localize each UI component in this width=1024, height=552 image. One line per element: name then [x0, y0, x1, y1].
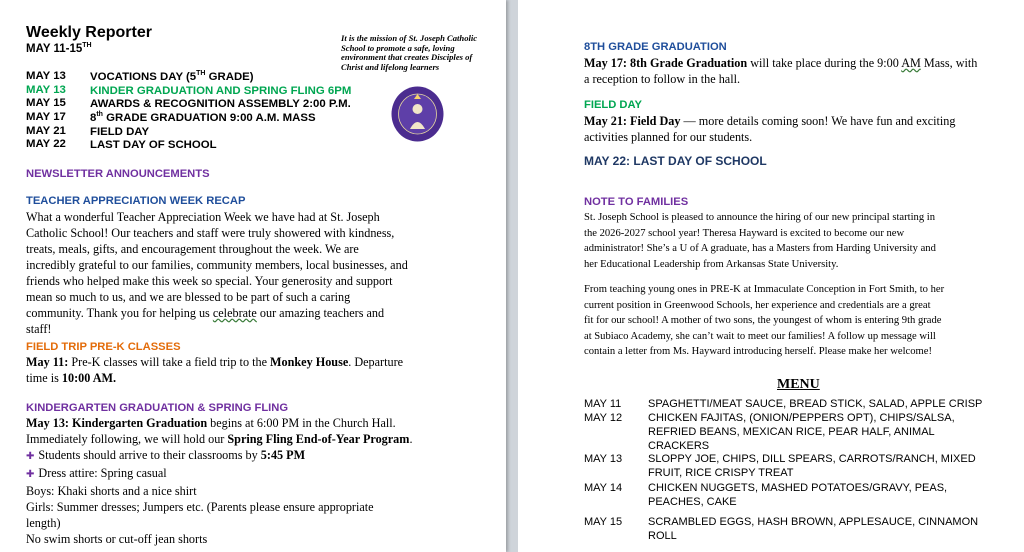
kinder-text: May 13: Kindergarten Graduation begins at 6:00 PM in the Church Hall. Immediately following, we will hold our Spring Fling End-of-Year Program. ✚ Students should arrive to their classrooms by 5:45 PM ✚ Dress attire: Spring casual Boys: Khaki shorts and a nice shirt Girls: Summer dresses; Jumpers etc. (Parents please ensure appropriate length) No swim shorts or cut-off jean shorts — [26, 416, 413, 546]
calendar-date: MAY 15 — [26, 97, 66, 109]
menu-item: SPAGHETTI/MEAT SAUCE, BREAD STICK, SALAD, APPLE CRISP — [648, 398, 983, 410]
calendar-event: FIELD DAY — [90, 125, 150, 138]
calendar-event: VOCATIONS DAY (5TH GRADE) — [90, 70, 254, 83]
last-day-heading: MAY 22: LAST DAY OF SCHOOL — [584, 154, 767, 168]
teacher-appreciation-heading: TEACHER APPRECIATION WEEK RECAP — [26, 195, 246, 207]
menu-item: CHICKEN FAJITAS, (ONION/PEPPERS OPT), CHIPS/SALSA, REFRIED BEANS, MEXICAN RICE, PEAR HALF, ANIMAL CRACKERS — [648, 412, 955, 452]
menu-title: MENU — [777, 377, 820, 392]
calendar-date: MAY 13 — [26, 70, 66, 82]
page-title: Weekly Reporter — [26, 24, 152, 41]
bullet-icon: ✚ — [26, 469, 35, 480]
menu-item: SLOPPY JOE, CHIPS, DILL SPEARS, CARROTS/RANCH, MIXED FRUIT, RICE CRISPY TREAT — [648, 453, 976, 479]
menu-item: CHICKEN NUGGETS, MASHED POTATOES/GRAVY, PEAS, PEACHES, CAKE — [648, 482, 948, 508]
calendar-date: MAY 22 — [26, 138, 66, 150]
document-page-right — [518, 0, 1024, 552]
school-logo — [390, 85, 445, 143]
note-paragraph-1: St. Joseph School is pleased to announce the hiring of our new principal starting in the 2026-2027 school year! Theresa Hayward is excited to become our new administrator! She’s a U of A graduate, has a Masters from Harding University and her Educational Leadership from Arkansas State University. — [584, 212, 936, 270]
field-trip-text: May 11: Pre-K classes will take a field trip to the Monkey House. Departure time is 10:00 AM. — [26, 355, 404, 385]
field-trip-heading: FIELD TRIP PRE-K CLASSES — [26, 341, 181, 353]
menu-date: MAY 12 — [584, 412, 623, 424]
week-dates: MAY 11-15TH — [26, 42, 92, 55]
newsletter-heading: NEWSLETTER ANNOUNCEMENTS — [26, 168, 210, 180]
calendar-date: MAY 21 — [26, 125, 66, 137]
field-day-text: May 21: Field Day — more details coming soon! We have fun and exciting activities planned for our students. — [584, 114, 956, 144]
kinder-heading: KINDERGARTEN GRADUATION & SPRING FLING — [26, 402, 289, 414]
menu-date: MAY 14 — [584, 482, 623, 494]
field-day-heading: FIELD DAY — [584, 99, 643, 111]
document-page-left — [0, 0, 506, 552]
menu-date: MAY 11 — [584, 398, 622, 410]
grad-heading: 8TH GRADE GRADUATION — [584, 41, 727, 53]
note-heading: NOTE TO FAMILIES — [584, 196, 689, 208]
teacher-appreciation-text: What a wonderful Teacher Appreciation Week we have had at St. Joseph Catholic School! Our teachers and staff were truly showered with kindness, treats, meals, gifts, and encouragement throughout the week. We are incredibly grateful to our families, community members, local businesses, and friends who helped make this week so special. Your generosity and support mean so much to us, and we are blessed to be part of such a caring community. Thank you for helping us celebrate our amazing teachers and staff! — [26, 210, 408, 336]
mission-statement: It is the mission of St. Joseph Catholic School to promote a safe, loving environment that creates Disciples of Christ and lifelong learners — [341, 33, 478, 72]
menu-item: SCRAMBLED EGGS, HASH BROWN, APPLESAUCE, CINNAMON ROLL — [648, 516, 979, 542]
bullet-icon: ✚ — [26, 451, 35, 462]
grad-text: May 17: 8th Grade Graduation will take place during the 9:00 AM Mass, with a reception to follow in the hall. — [584, 56, 978, 86]
calendar-event: AWARDS & RECOGNITION ASSEMBLY 2:00 P.M. — [90, 97, 351, 110]
menu-date: MAY 13 — [584, 453, 623, 465]
calendar-date: MAY 13 — [26, 84, 66, 96]
calendar-event: KINDER GRADUATION AND SPRING FLING 6PM — [90, 84, 352, 97]
calendar-event: 8th GRADE GRADUATION 9:00 A.M. MASS — [90, 111, 316, 124]
page-gutter — [506, 0, 518, 552]
calendar-event: LAST DAY OF SCHOOL — [90, 138, 217, 151]
calendar-date: MAY 17 — [26, 111, 66, 123]
menu-date: MAY 15 — [584, 516, 623, 528]
note-paragraph-2: From teaching young ones in PRE-K at Immaculate Conception in Fort Smith, to her current position in Greenwood Schools, her experience and credentials are a great fit for our school! A mother of two sons, the youngest of whom is entering 9th grade at Subiaco Academy, she can’t wait to meet our families! A follow up message will contain a letter from Ms. Hayward introducing herself. Please make her welcome! — [584, 284, 945, 357]
